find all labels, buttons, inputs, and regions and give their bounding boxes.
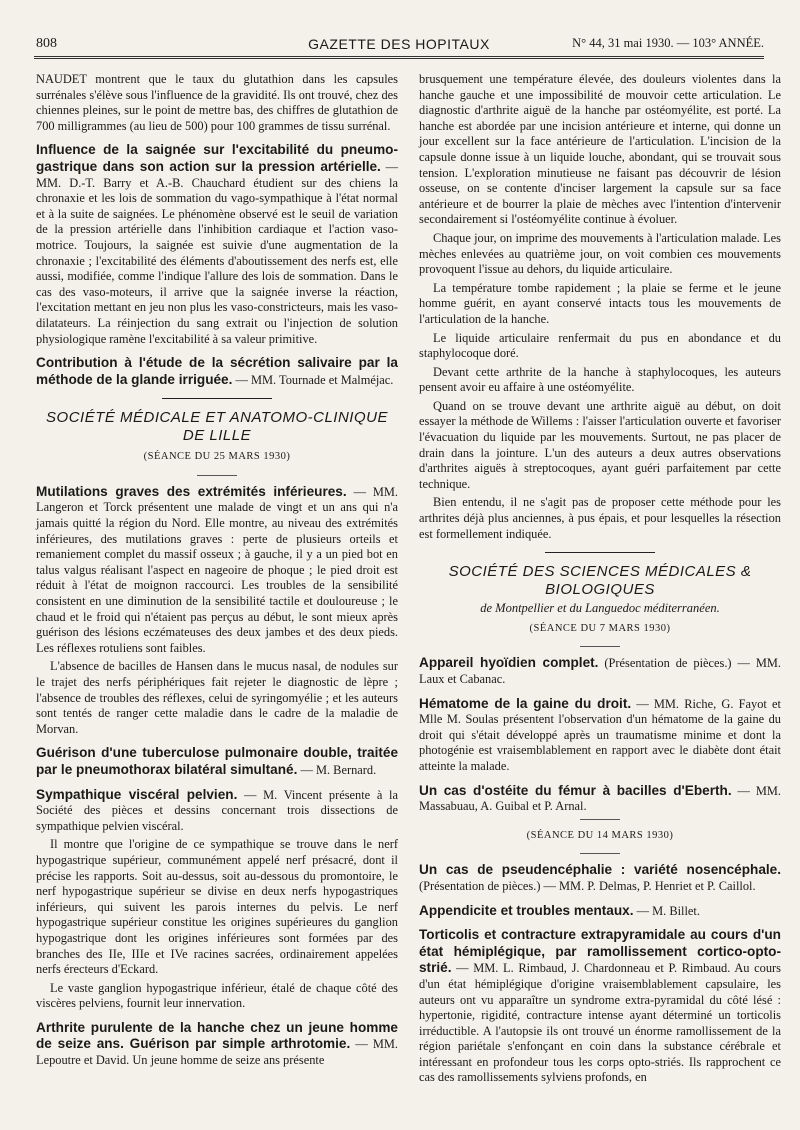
article-authors: (Présentation de pièces.) — MM. P. Delmas, P. Henriet et P. Caillol. (419, 878, 756, 893)
paragraph: L'absence de bacilles de Hansen dans le mucus nasal, de nodules sur le trajet des nerfs périphériques fait rejeter le diagnostic de lèpre ; l'absence de troubles des réflexes, celui de syringomyélie ; et les auteurs sont tentés de ranger cette maladie dans le cadre de la maladie de Morvan. (36, 659, 398, 736)
article-text: étudient sur des chiens la chronaxie et les lois de sommation du vago-sympathique à l'état normal et à la suite de saignées. Le phénomène observé est le seuil de variation de la pression artérielle dans l'inhibition cardiaque et l'action vaso-motrice. Toujours, la saignée est suivie d'une augmentation de la chronaxie ; l'excitabilité des éléments d'aboutissement des nerfs est, elle aussi, modifiée, comme l'indique l'allure des lois de sommation. Dans le cas des vaso-moteurs, il arrive que la saignée inverse la réaction, l'excitation mettant en jeu non plus les vaso-constricteurs, mais les vaso-dilatateurs. La réinjection du sang extrait ou l'injection de solution physiologique ramène l'excitabilité à sa valeur primitive. (36, 175, 398, 346)
article-authors: — MM. Riche, G. Fayot et Mlle M. Soulas (419, 696, 781, 727)
article-barry-chauchard (36, 142, 398, 347)
article-authors: (Présentation de pièces.) — MM. Laux et Cabanac. (419, 656, 781, 686)
paragraph: Quand on se trouve devant une arthrite aiguë au début, on doit essayer la méthode de Willems : l'aisser l'articulation ouverte et favoriser l'évacuation du liquide par les mouvements. Surtout, ne pas placer de drain dans la jointure. L'un des auteurs a deux autres observations d'arthrites aiguës à streptocoques, ayant guéri parfaitement par cette technique. (419, 398, 781, 491)
article-text: Un jeune homme de seize ans présente (132, 1053, 325, 1068)
article-authors: — M. Vincent (244, 787, 323, 802)
article-heading: Influence de la saignée sur l'excitabilité du pneumo-gastrique dans son action sur la pression artérielle. (36, 142, 398, 174)
article-heading: Mutilations graves des extrémités inférieures. (36, 483, 347, 499)
article-authors: — MM. D.-T. Barry et A.-B. Chauchard (36, 159, 398, 190)
paragraph: Chaque jour, on imprime des mouvements à l'articulation malade. Les mèches enlevées au quatrième jour, on voit combien ces mouvements provoquent l'issue au dehors, du liquide articulaire. (419, 230, 781, 277)
page-number: 808 (36, 36, 57, 51)
article-text: présentent une malade de vingt et un ans qui n'a jamais quitté la région du Nord. Elle montre, au niveau des extrémités inférieures, des mutilations graves : perte de plusieurs orteils et remaniement complet du massif osseux ; à gauche, il y a un pied bot en talus valgus réalisant l'aspect en nageoire de phoque ; le pied droit est réduit à l'état de moignon raccourci. Les troubles de la sensibilité consistent en une diminution de la sensibilité tactile et douloureuse ; le chaud et le froid qui n'étaient pas perçus au début, le sont mieux après guérison des lésions eczémateuses des deux jambes et des deux pieds. Les réflexes rotuliens sont faibles. (36, 500, 398, 655)
article-authors: — MM. Lepoutre et David. (36, 1037, 398, 1068)
article-authors: — M. Bernard. (300, 762, 377, 777)
paragraph: Il montre que l'origine de ce sympathique se trouve dans le nerf hypogastrique supérieur, communément appelé nerf présacré, dont il précise les rapports. Soit au-dessus, soit au-dessous du promontoire, le nerf hypogastrique supérieur se divise en deux nerfs hypogastriques inférieurs, qui suivent les parois internes du pelvis. Le nerf hypogastrique supérieur constitue les origines supérieures du ganglion hypogastrique dont les origines inférieures sont formées par des branches des IIe, IIIe et IVe racines sacrées, ordinairement appelées nerfs érecteurs d'Eckard. (36, 837, 398, 977)
society-title: SOCIÉTÉ MÉDICALE ET ANATOMO-CLINIQUE DE LILLE (46, 409, 388, 445)
divider (197, 475, 237, 476)
issue-info: N° 44, 31 mai 1930. — 103° ANNÉE. (572, 36, 764, 50)
article-vincent (36, 787, 398, 835)
article-heading: Arthrite purulente de la hanche chez un jeune homme de seize ans. Guérison par simple arthrotomie. (36, 1019, 398, 1052)
paragraph: NAUDET montrent que le taux du glutathion dans les capsules surrénales s'élève sous l'influence de la gravidité. Ils ont trouvé, chez des chiennes pleines, sur le point de mettre bas, des chiffres de glutathion de 700 milligrammes (au lieu de 500) pour 100 grammes de tissu surrénal. (36, 72, 398, 133)
page-header (34, 30, 764, 59)
article-langeron-torck (36, 484, 398, 657)
society-subtitle: de Montpellier et du Languedoc méditerranéen. (480, 601, 720, 616)
society-title: SOCIÉTÉ DES SCIENCES MÉDICALES & BIOLOGIQUES (448, 563, 752, 599)
article-billet (419, 903, 781, 920)
article-massabuau (419, 783, 781, 815)
seance-date: (SÉANCE DU 25 MARS 1930) (143, 451, 291, 463)
article-riche (419, 696, 781, 775)
article-laux-cabanac (419, 655, 781, 687)
article-text: Au cours d'un état hémiplégique d'origine vraisemblablement capsulaire, les auteurs ont vu apparaître un syndrome extra-pyramidal du côté lésé : hypertonie, rigidité, contracture intense ayant déterminé un torticolis irréductible. A l'autopsie ils ont trouvé un énorme ramollissement de la région pariétale s'enfonçant en coin dans la substance cérébrale et intéressant en profondeur tous les corps opto-striés. Ils rapprochent ce cas des ramollissements sylviens profonds, en (419, 961, 781, 1085)
section-divider (162, 398, 272, 399)
article-heading: Un cas de pseudencéphalie : variété nosencéphale. (419, 862, 781, 878)
section-divider (545, 552, 655, 553)
paragraph: La température tombe rapidement ; la plaie se ferme et le jeune homme guérit, en ayant conservé intacts tous les mouvements de l'articulation de la hanche. (419, 280, 781, 326)
article-heading: Un cas d'ostéite du fémur à bacilles d'Eberth. (419, 782, 732, 798)
article-lepoutre-david (36, 1020, 398, 1069)
article-heading: Guérison d'une tuberculose pulmonaire double, traitée par le pneumothorax bilatéral simultané. (36, 745, 398, 777)
paragraph: Le vaste ganglion hypogastrique inférieur, étalé de chaque côté des viscères pelviens, fournit leur innervation. (36, 980, 398, 1011)
paragraph: brusquement une température élevée, des douleurs violentes dans la hanche gauche et une impossibilité de mouvoir cette articulation. Le diagnostic d'arthrite aiguë de la hanche par ostéomyélite, est porté. La hanche est abordée par une incision antérieure et interne, qui donne un jour excellent sur la face antérieure de l'articulation. L'incision de la capsule donne issue à un liquide louche, abondant, qui se trouvait sous tension. L'exploration minutieuse ne faisant pas découvrir de lésion osseuse, on se contente d'inciser largement la capsule sur sa face antérieure et de bourrer la plaie de mèches avec l'intention d'intervenir secondairement si l'ostéomyélite continue à évoluer. (419, 72, 781, 227)
article-authors: — M. Billet. (636, 903, 700, 918)
article-tournade (36, 355, 398, 388)
divider (580, 819, 620, 820)
paragraph: Le liquide articulaire renfermait du pus en abondance et du staphylocoque doré. (419, 330, 781, 361)
article-heading: Contribution à l'étude de la sécrétion salivaire par la méthode de la glande irriguée. (36, 355, 398, 387)
article-text: présente à la Société des pièces et dessins concernant trois dissections de sympathique pelvien viscéral. (36, 787, 398, 833)
article-delmas (419, 862, 781, 894)
seance-date: (SÉANCE DU 14 MARS 1930) (526, 829, 674, 841)
article-authors: — MM. Massabuau, A. Guibal et P. Arnal. (419, 783, 782, 814)
article-heading: Appareil hyoïdien complet. (419, 655, 599, 671)
divider (580, 853, 620, 854)
article-heading: Torticolis et contracture extrapyramidale au cours d'un état hémiplégique, par ramollissement cortico-opto-strié. (419, 927, 781, 976)
article-bernard (36, 745, 398, 778)
paragraph: Bien entendu, il ne s'agit pas de proposer cette méthode pour les arthrites déjà plus anciennes, à pus épais, et pour lesquelles la résection est formellement indiquée. (419, 495, 781, 541)
article-text: présentent l'observation d'un hématome de la gaine du droit qui s'était développé après un traumatisme minime et dont la photogénie est vraisemblablement en rapport avec le diabète dont était atteinte la malade. (419, 712, 781, 773)
article-authors: — MM. L. Rimbaud, J. Chardonneau et P. Rimbaud. (456, 961, 731, 976)
article-authors: — MM. Langeron et Torck (36, 484, 398, 515)
right-column (419, 72, 781, 1089)
left-column (36, 72, 398, 1072)
article-rimbaud (419, 927, 781, 1086)
article-authors: — MM. Tournade et Malméjac. (235, 372, 394, 387)
article-heading: Hématome de la gaine du droit. (419, 695, 632, 711)
article-heading: Appendicite et troubles mentaux. (419, 902, 634, 918)
paragraph: Devant cette arthrite de la hanche à staphylocoques, les auteurs pensent avoir eu affaire à une ostéomyélite. (419, 364, 781, 395)
article-heading: Sympathique viscéral pelvien. (36, 786, 238, 802)
journal-title: GAZETTE DES HOPITAUX (308, 36, 490, 52)
divider (580, 646, 620, 647)
seance-date: (SÉANCE DU 7 MARS 1930) (529, 622, 671, 634)
